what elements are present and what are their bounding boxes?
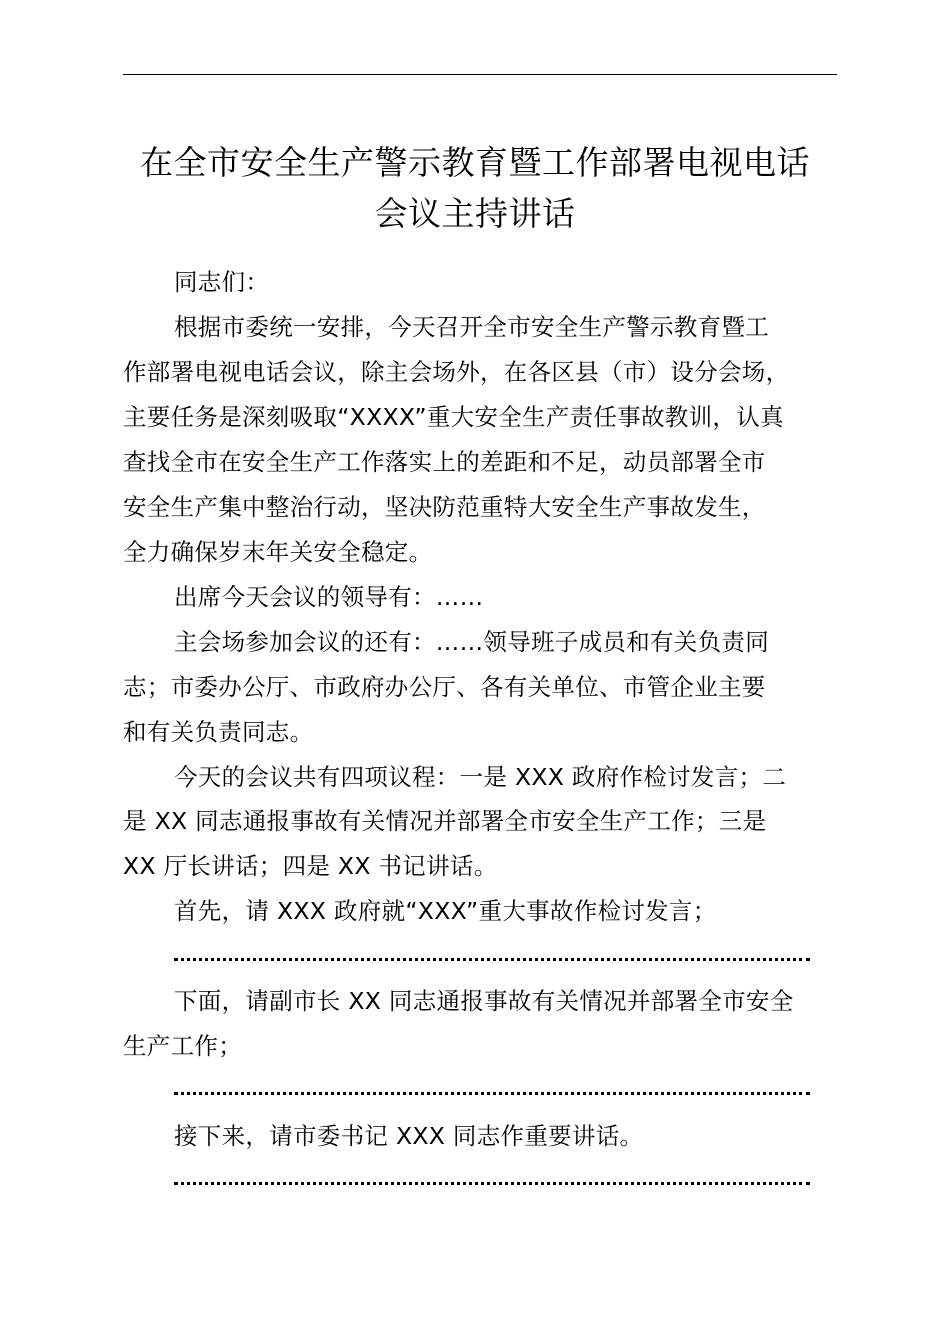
paragraph-1-line-3: 主要任务是深刻吸取“XXXX”重大安全生产责任事故教训，认真 xyxy=(123,403,784,431)
header-rule xyxy=(123,74,837,75)
paragraph-3-line-2: 志；市委办公厅、市政府办公厅、各有关单位、市管企业主要 xyxy=(123,673,766,701)
document-title-line-1: 在全市安全生产警示教育暨工作部署电视电话 xyxy=(140,143,810,182)
paragraph-6-line-1: 下面，请副市长 XX 同志通报事故有关情况并部署全市安全 xyxy=(174,987,794,1015)
paragraph-1-line-4: 查找全市在安全生产工作落实上的差距和不足，动员部署全市 xyxy=(123,448,766,476)
paragraph-1-line-6: 全力确保岁末年关安全稳定。 xyxy=(123,538,433,566)
dotted-placeholder-2 xyxy=(174,1092,810,1095)
paragraph-1-line-1: 根据市委统一安排，今天召开全市安全生产警示教育暨工 xyxy=(174,313,769,341)
paragraph-3-line-3: 和有关负责同志。 xyxy=(123,718,314,746)
salutation: 同志们： xyxy=(174,268,270,296)
paragraph-4-line-3: XX 厅长讲话；四是 XX 书记讲话。 xyxy=(123,852,498,880)
paragraph-1-line-2: 作部署电视电话会议，除主会场外，在各区县（市）设分会场， xyxy=(123,358,790,386)
paragraph-5-line-1: 首先，请 XXX 政府就“XXX”重大事故作检讨发言； xyxy=(174,897,717,925)
paragraph-2-line-1: 出席今天会议的领导有：…… xyxy=(174,583,484,611)
paragraph-6-line-2: 生产工作； xyxy=(123,1032,242,1060)
dotted-placeholder-1 xyxy=(174,958,810,961)
paragraph-7-line-1: 接下来，请市委书记 XXX 同志作重要讲话。 xyxy=(174,1122,644,1150)
paragraph-1-line-5: 安全生产集中整治行动，坚决防范重特大安全生产事故发生， xyxy=(123,493,766,521)
paragraph-3-line-1: 主会场参加会议的还有：……领导班子成员和有关负责同 xyxy=(174,628,769,656)
dotted-placeholder-3 xyxy=(174,1182,810,1185)
document-title-line-2: 会议主持讲话 xyxy=(374,194,576,233)
paragraph-4-line-2: 是 XX 同志通报事故有关情况并部署全市安全生产工作；三是 xyxy=(123,807,767,835)
paragraph-4-line-1: 今天的会议共有四项议程：一是 XXX 政府作检讨发言；二 xyxy=(174,763,787,791)
